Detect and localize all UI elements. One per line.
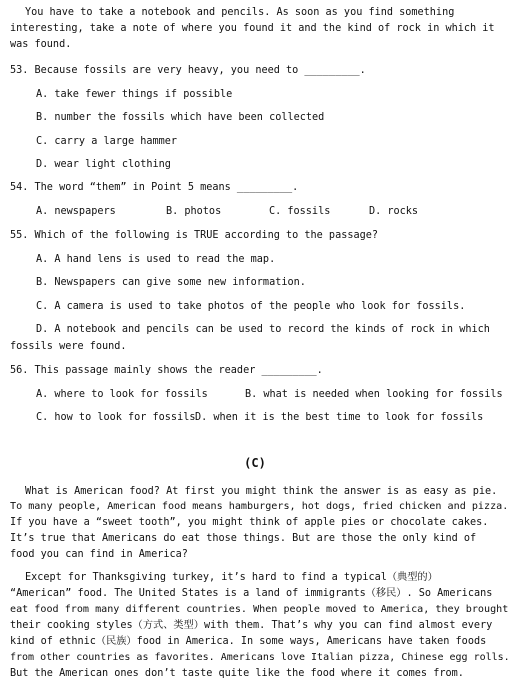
passage-line: food you can find in America? — [10, 549, 188, 560]
question-55-option-c: C. A camera is used to take photos of the people who look for fossils. — [36, 301, 466, 312]
passage-line: eat food from many different countries. When people moved to America, they brought — [10, 604, 509, 615]
question-56-option-b: B. what is needed when looking for fossils — [245, 389, 503, 400]
question-53-option-a: A. take fewer things if possible — [36, 89, 233, 100]
question-56-option-a: A. where to look for fossils — [36, 389, 208, 400]
passage-line: from other countries as favorites. Americans love Italian pizza, Chinese egg rolls. — [10, 652, 510, 663]
question-53-option-c: C. carry a large hammer — [36, 136, 178, 147]
question-54-option-a: A. newspapers — [36, 206, 116, 217]
question-53-option-d: D. wear light clothing — [36, 159, 171, 170]
question-54-option-c: C. fossils — [269, 206, 331, 217]
question-55-stem: 55. Which of the following is TRUE according to the passage? — [10, 230, 379, 241]
question-56-option-d: D. when it is the best time to look for fossils — [195, 412, 484, 423]
question-55-option-a: A. A hand lens is used to read the map. — [36, 254, 276, 265]
question-55-option-d: D. A notebook and pencils can be used to record the kinds of rock in which — [36, 324, 490, 335]
question-55-option-d-cont: fossils were found. — [10, 341, 127, 352]
passage-line: What is American food? At first you might think the answer is as easy as pie. — [25, 486, 498, 497]
question-53-stem: 53. Because fossils are very heavy, you need to _________. — [10, 65, 366, 76]
passage-line: “American” food. The United States is a land of immigrants（移民）. So Americans — [10, 588, 493, 599]
passage-line: To many people, American food means hamburgers, hot dogs, fried chicken and pizza. — [10, 501, 509, 512]
question-55-option-b: B. Newspapers can give some new information. — [36, 277, 306, 288]
question-54-option-b: B. photos — [166, 206, 222, 217]
passage-line: But the American ones don’t taste quite like the food where it comes from. — [10, 668, 464, 679]
question-53-option-b: B. number the fossils which have been collected — [36, 112, 325, 123]
passage-line: If you have a “sweet tooth”, you might think of apple pies or chocolate cakes. — [10, 517, 489, 528]
passage-line: their cooking styles（方式、类型）with them. That’s why you can find almost every — [10, 620, 493, 631]
question-56-stem: 56. This passage mainly shows the reader _________. — [10, 365, 323, 376]
question-54-stem: 54. The word “them” in Point 5 means _________. — [10, 182, 299, 193]
intro-line: was found. — [10, 39, 72, 50]
question-54-option-d: D. rocks — [369, 206, 419, 217]
passage-line: Except for Thanksgiving turkey, it’s hard to find a typical（典型的） — [25, 572, 438, 583]
passage-line: It’s true that Americans do eat those things. But are those the only kind of — [10, 533, 477, 544]
passage-line: kind of ethnic（民族）food in America. In some ways, Americans have taken foods — [10, 636, 487, 647]
intro-line: interesting, take a note of where you found it and the kind of rock in which it — [10, 23, 495, 34]
intro-line: You have to take a notebook and pencils. As soon as you find something — [25, 7, 455, 18]
question-56-option-c: C. how to look for fossils — [36, 412, 196, 423]
section-title: (C) — [244, 456, 266, 470]
